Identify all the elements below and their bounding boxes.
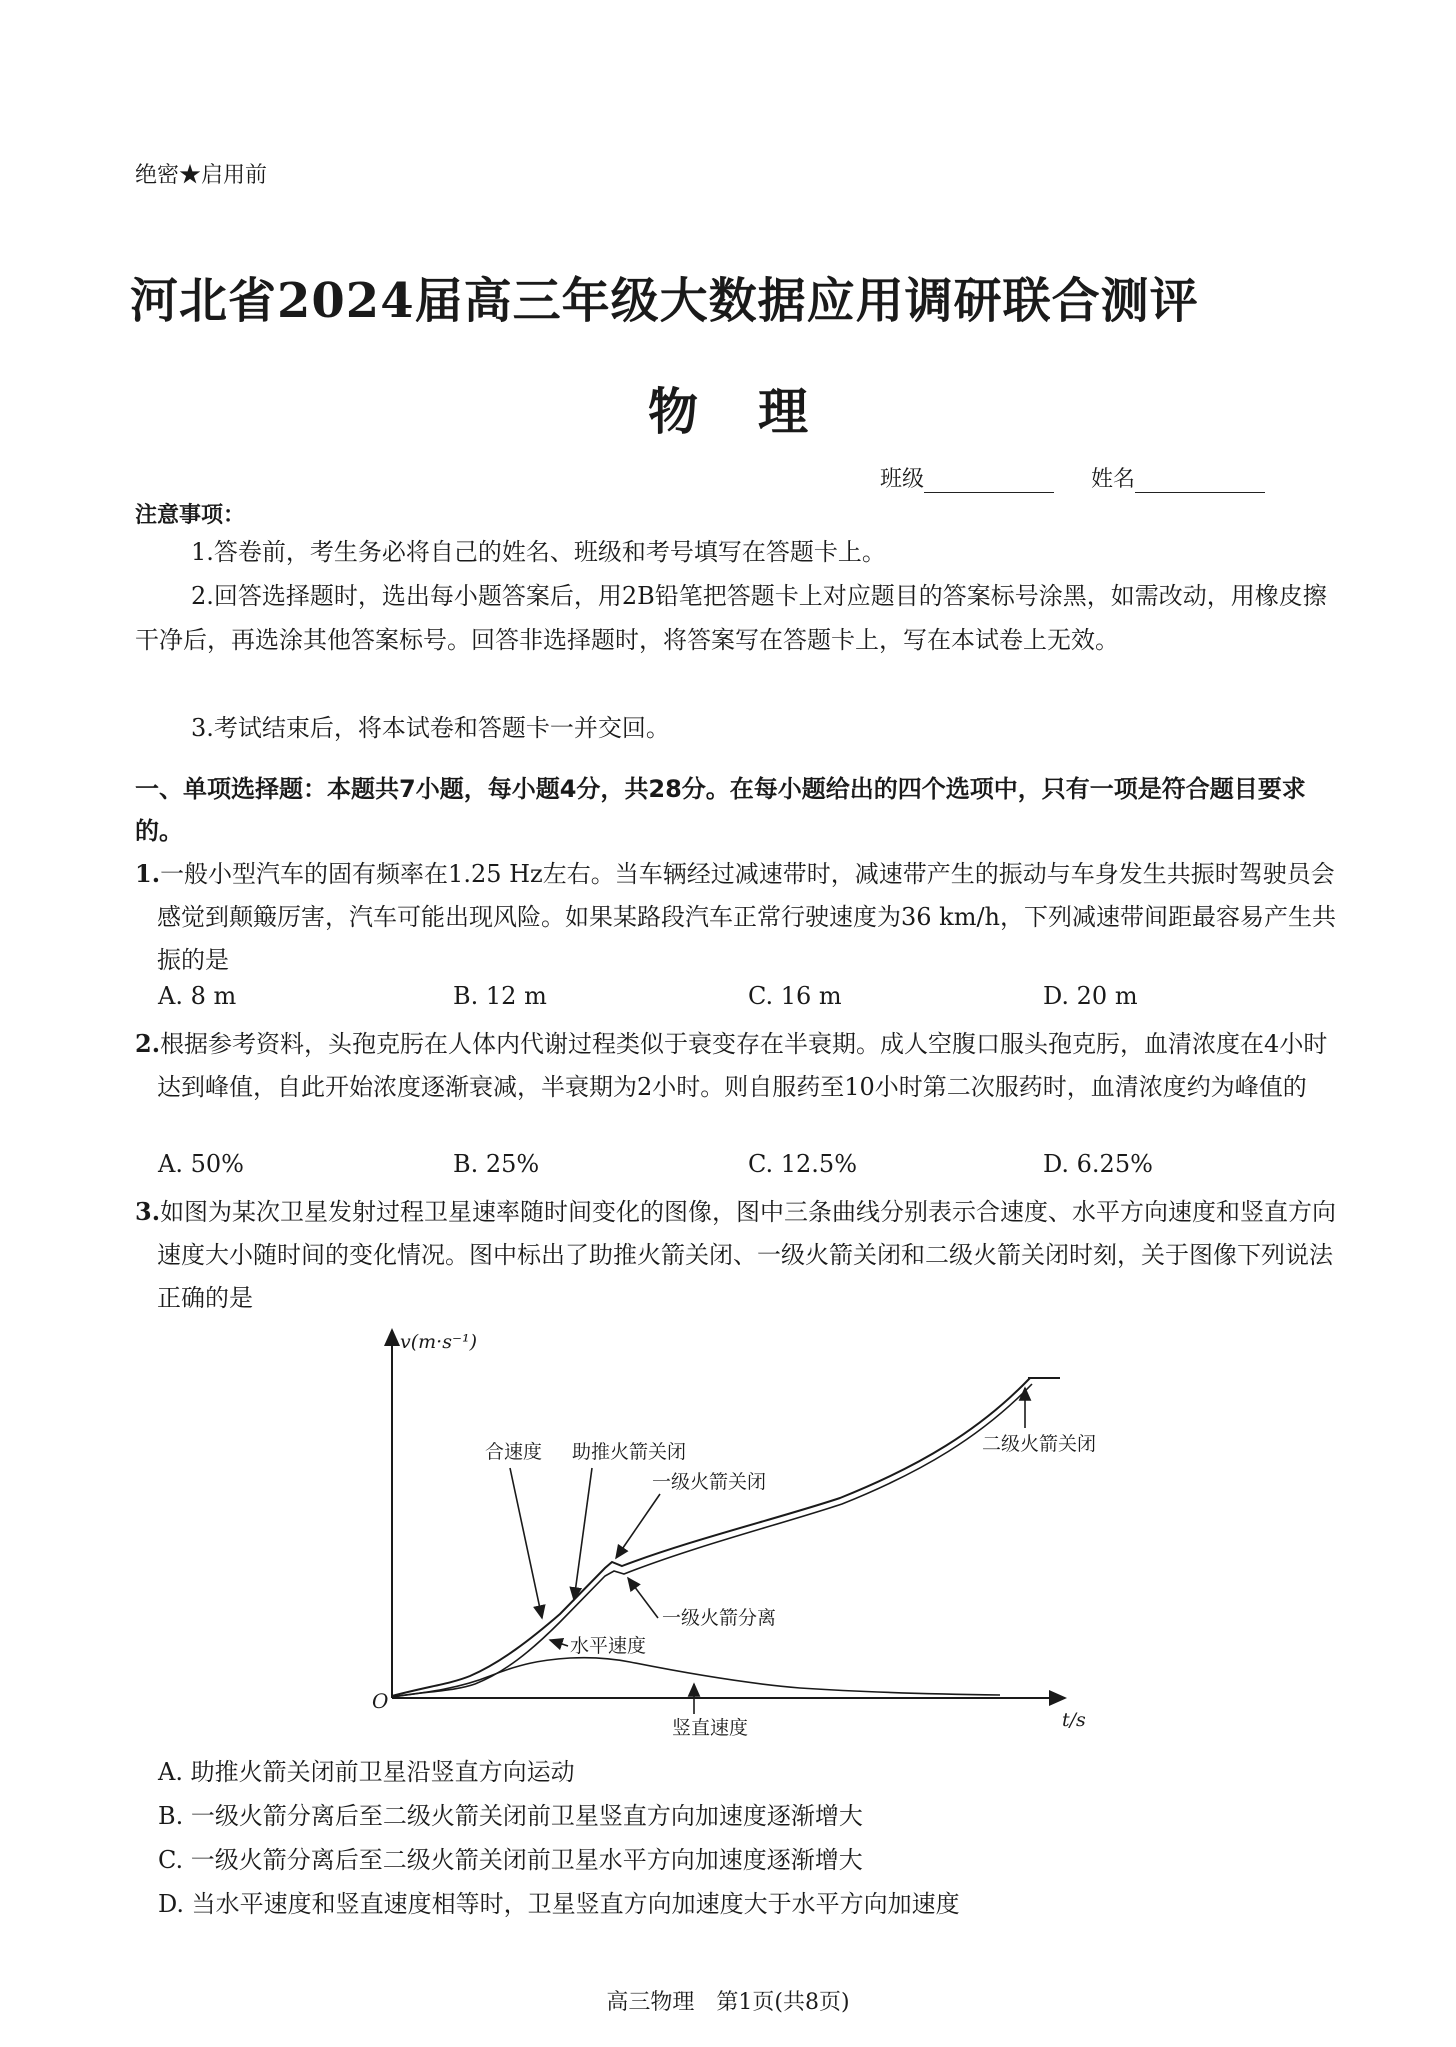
question-2 [135,1022,1345,1109]
subject-title: 物理 [648,382,868,441]
combined-velocity-curve [392,1378,1030,1696]
pointer-stage1-sep [628,1578,658,1618]
question-number: 3. [135,1197,161,1226]
pointer-booster-off [574,1468,592,1600]
exam-title: 河北省2024届高三年级大数据应用调研联合测评 [130,273,1199,329]
option-b[interactable]: B. 一级火箭分离后至二级火箭关闭前卫星竖直方向加速度逐渐增大 [158,1802,863,1830]
option-c[interactable]: C. 12.5% [748,1150,858,1178]
x-axis-label: t/s [1062,1709,1086,1731]
option-a[interactable]: A. 助推火箭关闭前卫星沿竖直方向运动 [158,1758,575,1786]
notice-item: 1.答卷前，考生务必将自己的姓名、班级和考号填写在答题卡上。 [191,538,886,566]
pointer-stage1-off [616,1494,660,1558]
option-d[interactable]: D. 当水平速度和竖直速度相等时，卫星竖直方向加速度大于水平方向加速度 [158,1890,960,1918]
question-1-options [158,982,1338,1010]
label-stage1-off: 一级火箭关闭 [652,1471,767,1493]
option-b[interactable]: B. 25% [453,1150,540,1178]
label-stage1-sep: 一级火箭分离 [662,1607,777,1629]
question-3 [135,1190,1345,1320]
option-a[interactable]: A. 8 m [158,982,237,1010]
question-2-options [158,1150,1338,1178]
label-booster-off: 助推火箭关闭 [572,1441,687,1463]
option-d[interactable]: D. 6.25% [1043,1150,1153,1178]
class-label: 班级 [880,467,925,492]
option-d[interactable]: D. 20 m [1043,982,1138,1010]
student-info [880,462,1295,493]
label-horizontal: 水平速度 [570,1635,647,1657]
pointer-horizontal [550,1640,568,1646]
pointer-combined [510,1468,542,1618]
question-number: 2. [135,1029,161,1058]
label-combined: 合速度 [485,1441,543,1463]
notice-item: 2.回答选择题时，选出每小题答案后，用2B铅笔把答题卡上对应题目的答案标号涂黑，如需改动，用橡皮擦干净后，再选涂其他答案标号。回答非选择题时，将答案写在答题卡上，写在本试卷上无效。 [135,582,1327,654]
name-field[interactable] [1135,470,1265,493]
notice-heading: 注意事项： [135,503,246,528]
question-number: 1. [135,859,161,888]
question-text: 根据参考资料，头孢克肟在人体内代谢过程类似于衰变存在半衰期。成人空腹口服头孢克肟，血清浓度在4小时达到峰值，自此开始浓度逐渐衰减，半衰期为2小时。则自服药至10小时第二次服药时，血清浓度约为峰值的 [157,1030,1328,1101]
question-text: 一般小型汽车的固有频率在1.25 Hz左右。当车辆经过减速带时，减速带产生的振动与车身发生共振时驾驶员会感觉到颠簸厉害，汽车可能出现风险。如果某路段汽车正常行驶速度为36 km/h，下列减速带间距最容易产生共振的是 [157,860,1337,974]
class-field[interactable] [924,470,1054,493]
option-c[interactable]: C. 16 m [748,982,842,1010]
notice-item: 3.考试结束后，将本试卷和答题卡一并交回。 [191,714,670,742]
label-stage2-off: 二级火箭关闭 [982,1433,1097,1455]
secret-mark: 绝密★启用前 [135,163,268,188]
option-c[interactable]: C. 一级火箭分离后至二级火箭关闭前卫星水平方向加速度逐渐增大 [158,1846,863,1874]
name-label: 姓名 [1091,467,1136,492]
question-text: 如图为某次卫星发射过程卫星速率随时间变化的图像，图中三条曲线分别表示合速度、水平方向速度和竖直方向速度大小随时间的变化情况。图中标出了助推火箭关闭、一级火箭关闭和二级火箭关闭时刻，关于图像下列说法正确的是 [157,1198,1337,1312]
label-vertical: 竖直速度 [672,1717,749,1739]
option-b[interactable]: B. 12 m [453,982,547,1010]
y-axis-label: v(m·s⁻¹) [400,1331,478,1353]
page-footer: 高三物理 第1页(共8页) [606,1990,850,2015]
option-a[interactable]: A. 50% [158,1150,244,1178]
origin-label: O [372,1689,389,1713]
horizontal-velocity-curve [392,1384,1032,1697]
vertical-velocity-curve [392,1658,1000,1697]
velocity-time-figure [360,1318,1097,1739]
question-1 [135,852,1345,982]
section-heading: 一、单项选择题：本题共7小题，每小题4分，共28分。在每小题给出的四个选项中，只有一项是符合题目要求的。 [135,775,1306,845]
